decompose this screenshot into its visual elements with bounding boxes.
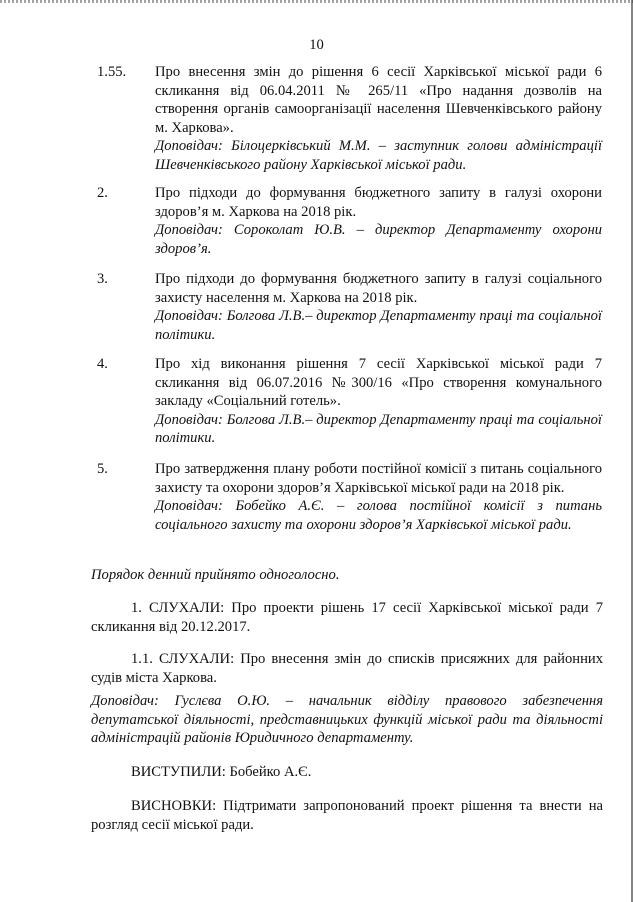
item-reporter: Доповідач: Сороколат Ю.В. – директор Департаменту охорони здоров’я. xyxy=(155,222,602,257)
item-number: 4. xyxy=(97,356,108,372)
item-body xyxy=(155,184,602,258)
agenda-adopted: Порядок денний прийнято одноголосно. xyxy=(91,567,340,583)
item-body xyxy=(155,460,602,534)
heard-1-1: 1.1. СЛУХАЛИ: Про внесення змін до списків присяжних для районних судів міста Харкова. xyxy=(91,651,603,686)
heard-1: 1. СЛУХАЛИ: Про проекти рішень 17 сесії Харківської міської ради 7 скликання від 20.12.2017. xyxy=(91,600,603,635)
item-number: 3. xyxy=(97,271,108,287)
item-body xyxy=(155,63,602,174)
item-text: Про підходи до формування бюджетного запиту в галузі соціального захисту населення м. Харкова на 2018 рік. xyxy=(155,271,602,306)
item-number: 1.55. xyxy=(97,64,127,80)
page-number: 10 xyxy=(309,37,324,53)
item-body xyxy=(155,270,602,344)
item-number: 2. xyxy=(97,185,108,201)
item-text: Про підходи до формування бюджетного запиту в галузі охорони здоров’я м. Харкова на 2018 рік. xyxy=(155,185,602,220)
item-text: Про внесення змін до рішення 6 сесії Харківської міської ради 6 скликання від 06.04.2011 № 265/11 «Про надання дозволів на створення органів самоорганізації населення Шевченківського району м. Харкова». xyxy=(155,64,602,136)
item-reporter: Доповідач: Бобейко А.Є. – голова постійної комісії з питань соціального захисту та охорони здоров’я Харківської міської ради. xyxy=(155,498,602,533)
item-text: Про затвердження плану роботи постійної комісії з питань соціального захисту та охорони здоров’я Харківської міської ради на 2018 рік. xyxy=(155,461,602,496)
item-reporter: Доповідач: Болгова Л.В.– директор Департаменту праці та соціальної політики. xyxy=(155,411,602,446)
spoke: ВИСТУПИЛИ: Бобейко А.Є. xyxy=(131,764,312,780)
conclusions: ВИСНОВКИ: Підтримати запропонований проект рішення та внести на розгляд сесії міської ради. xyxy=(91,798,603,833)
scan-edge-top xyxy=(0,0,633,3)
item-reporter: Доповідач: Білоцерківський М.М. – заступник голови адміністрації Шевченківського району Харківської міської ради. xyxy=(155,138,602,173)
item-text: Про хід виконання рішення 7 сесії Харківської міської ради 7 скликання від 06.07.2016 №300/16 «Про створення комунального закладу «Соціальний готель». xyxy=(155,356,602,409)
reporter-1-1: Доповідач: Гуслєва О.Ю. – начальник відділу правового забезпечення депутатської діяльності, представницьких функцій міської ради та діяльності адміністрацій районів Юридичного департаменту. xyxy=(91,693,603,746)
item-reporter: Доповідач: Болгова Л.В.– директор Департаменту праці та соціальної політики. xyxy=(155,308,602,343)
item-number: 5. xyxy=(97,461,108,477)
item-body xyxy=(155,355,602,448)
